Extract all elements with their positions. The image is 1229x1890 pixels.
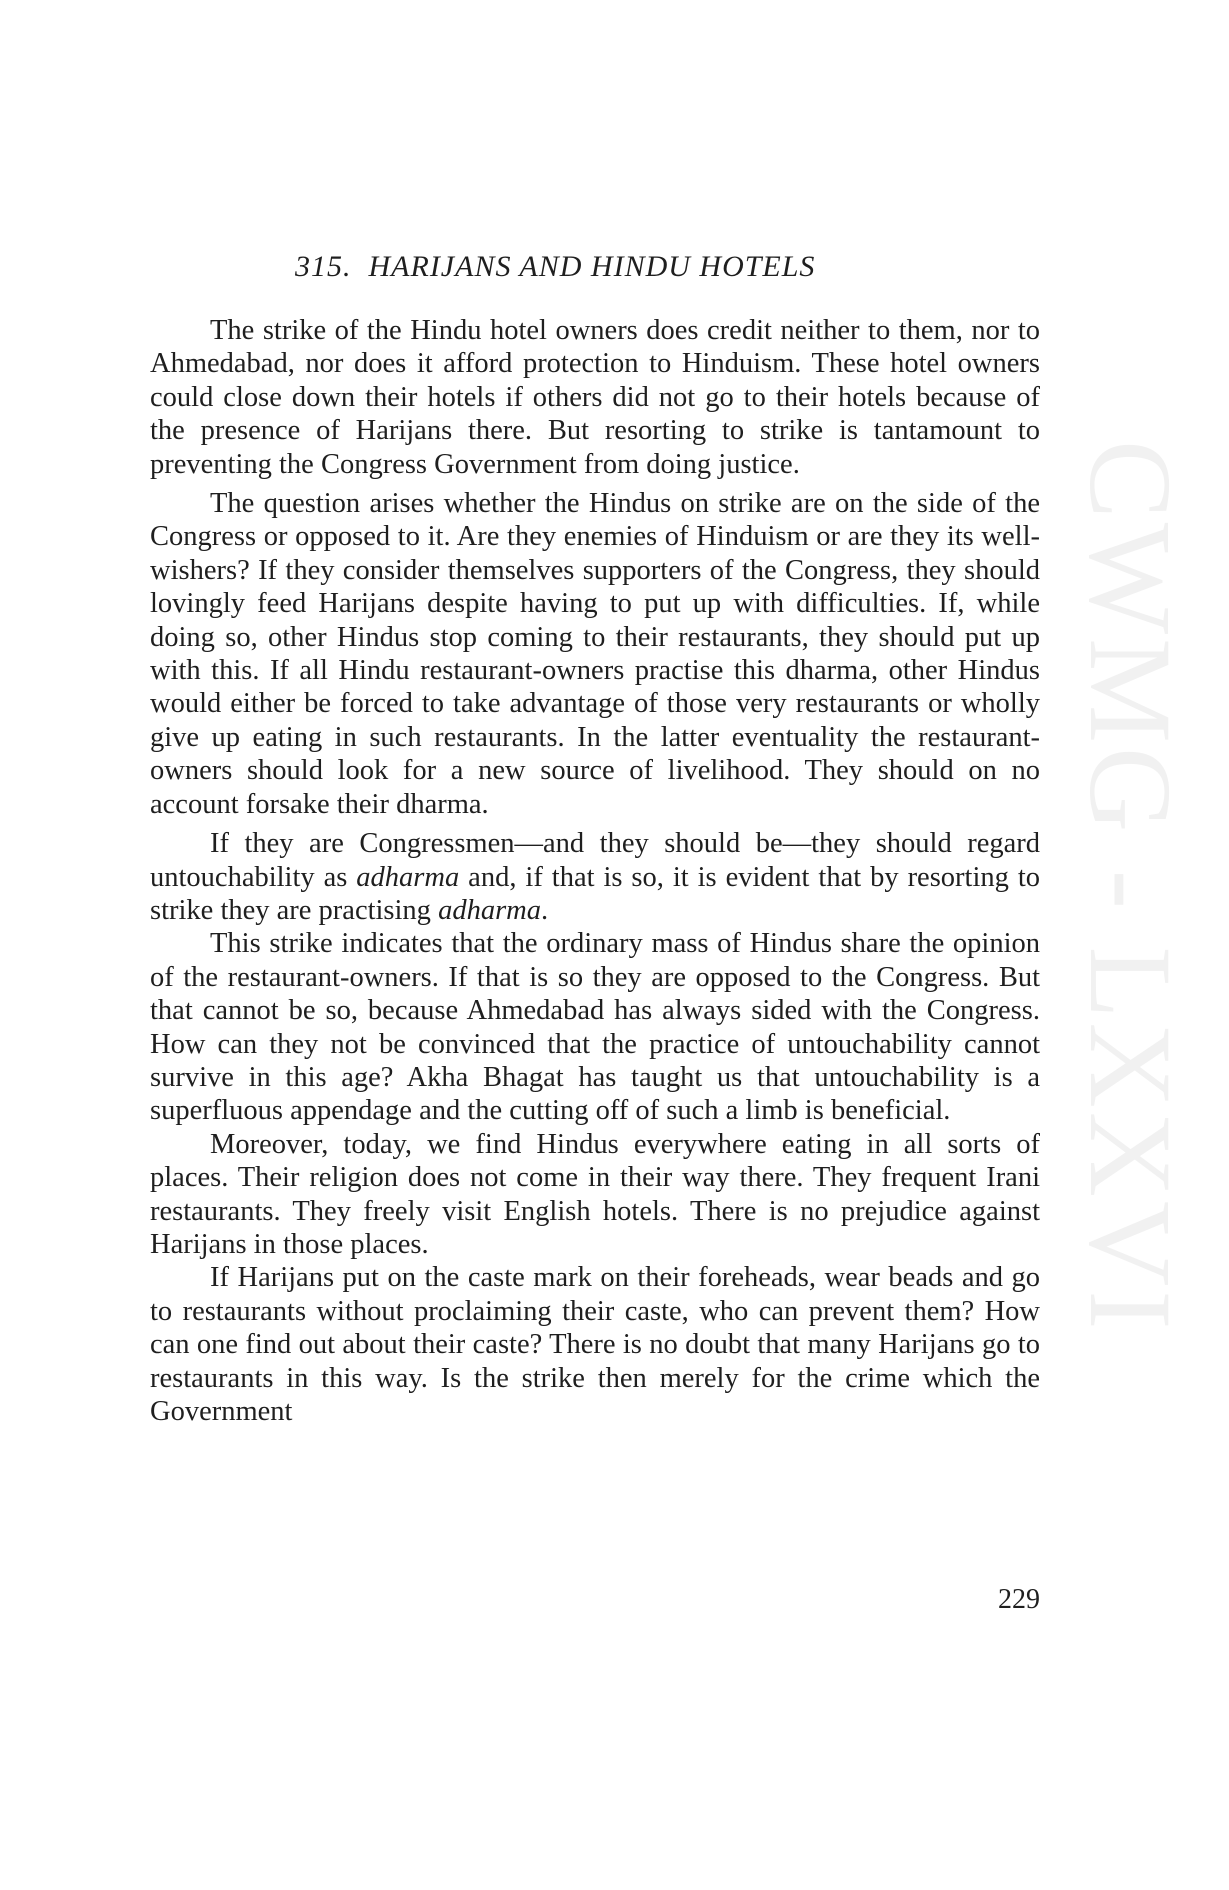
paragraph-6: If Harijans put on the caste mark on their foreheads, wear beads and go to restaurants without proclaiming their caste, who can prevent them? How can one find out about their caste? There is no doubt that many Harijans go to restaurants in this way. Is the strike then merely for the crime which the Government — [150, 1262, 1040, 1427]
watermark: CWMG - LXXVI — [1065, 440, 1196, 1334]
page-title — [295, 250, 815, 284]
emphasis-adharma-2: adharma — [438, 894, 541, 926]
paragraph-4: This strike indicates that the ordinary mass of Hindus share the opinion of the restaurant-owners. If that is so they are opposed to the Congress. But that cannot be so, because Ahmedabad has always sided with the Congress. How can they not be convinced that the practice of untouchability cannot survive in this age? Akha Bhagat has taught us that untouchability is a superfluous appendage and the cutting off of such a limb is beneficial. — [150, 928, 1040, 1127]
title-number: 315. — [295, 250, 352, 283]
paragraph-3-text-a: If they are Congressmen—and they should be—they should regard untouchability as — [150, 828, 1040, 893]
paragraph-3-text-c: . — [541, 894, 549, 926]
paragraph-3-text-b: and, if that is so, it is evident that by resorting to strike they are practising — [150, 861, 1040, 926]
paragraph-3 — [150, 827, 1040, 927]
paragraph-5: Moreover, today, we find Hindus everywhere eating in all sorts of places. Their religion does not come in their way there. They frequent Irani restaurants. They freely visit English hotels. There is no prejudice against Harijans in those places. — [150, 1128, 1040, 1260]
paragraph-1: The strike of the Hindu hotel owners does credit neither to them, nor to Ahmedabad, nor does it afford protection to Hinduism. These hotel owners could close down their hotels if others did not go to their hotels because of the presence of Harijans there. But resorting to strike is tantamount to preventing the Congress Government from doing justice. — [150, 315, 1040, 480]
page-number: 229 — [998, 1584, 1040, 1615]
paragraph-2: The question arises whether the Hindus on strike are on the side of the Congress or opposed to it. Are they enemies of Hinduism or are they its well-wishers? If they consider themselves supporters of the Congress, they should lovingly feed Harijans despite having to put up with difficulties. If, while doing so, other Hindus stop coming to their restaurants, they should put up with this. If all Hindu restaurant-owners practise this dharma, other Hindus would either be forced to take advantage of those very restaurants or wholly give up eating in such restaurants. In the latter eventuality the restaurant-owners should look for a new source of livelihood. They should on no account forsake their dharma. — [150, 488, 1040, 820]
emphasis-adharma-1: adharma — [356, 861, 460, 893]
title-text: HARIJANS AND HINDU HOTELS — [368, 250, 816, 283]
article-body — [150, 314, 1040, 1428]
